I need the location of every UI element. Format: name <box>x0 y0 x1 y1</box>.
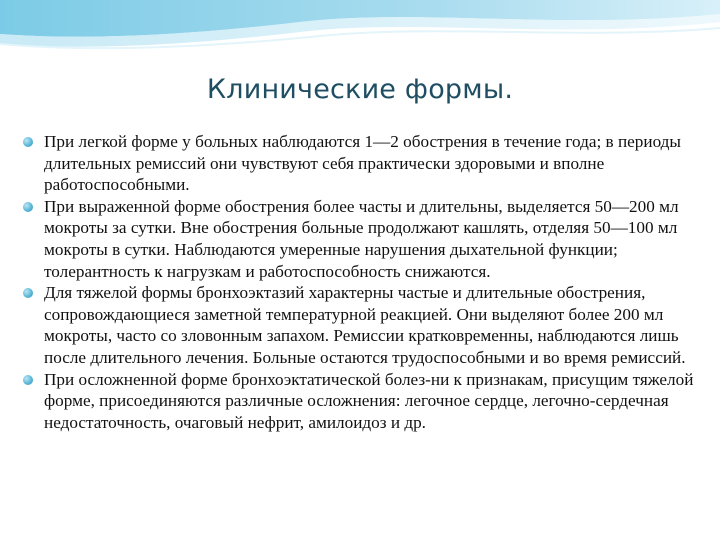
bullet-text: Для тяжелой формы бронхоэктазий характерны частые и длительные обострения, сопровождающиеся заметной температурной реакцией. Они выделяют более 200 мл мокроты, часто со зловонным запахом. Ремиссии кратковременны, наблюдаются лишь после длительного лечения. Больные остаются трудоспособными и во время ремиссий. <box>44 283 686 367</box>
bullet-list <box>22 131 694 433</box>
bullet-item <box>22 196 694 282</box>
bullet-item <box>22 282 694 368</box>
bullet-icon <box>23 375 33 385</box>
bullet-item <box>22 369 694 434</box>
bullet-text: При легкой форме у больных наблюдаются 1—2 обострения в течение года; в периоды длительных ремиссий они чувствуют себя практически здоровыми и вполне работоспособными. <box>44 132 681 195</box>
bullet-icon <box>23 288 33 298</box>
bullet-text: При выраженной форме обострения более часты и длительны, выделяется 50—200 мл мокроты за сутки. Вне обострения больные продолжают кашлять, отделяя 50—100 мл мокроты в сутки. Наблюдаются умеренные нарушения дыхательной функции; толерантность к нагрузкам и работоспособность снижаются. <box>44 196 679 281</box>
bullet-text: При осложненной форме бронхоэктатической болез-ни к признакам, присущим тяжелой форме, присоединяются различные осложнения: легочное сердце, легочно-сердечная недостаточность, очаговый нефрит, амилоидоз и др. <box>44 369 694 432</box>
decorative-wave-header <box>0 0 720 60</box>
slide-title: Клинические формы. <box>206 74 514 105</box>
bullet-icon <box>23 202 33 212</box>
bullet-item <box>22 131 694 196</box>
bullet-icon <box>23 137 33 147</box>
